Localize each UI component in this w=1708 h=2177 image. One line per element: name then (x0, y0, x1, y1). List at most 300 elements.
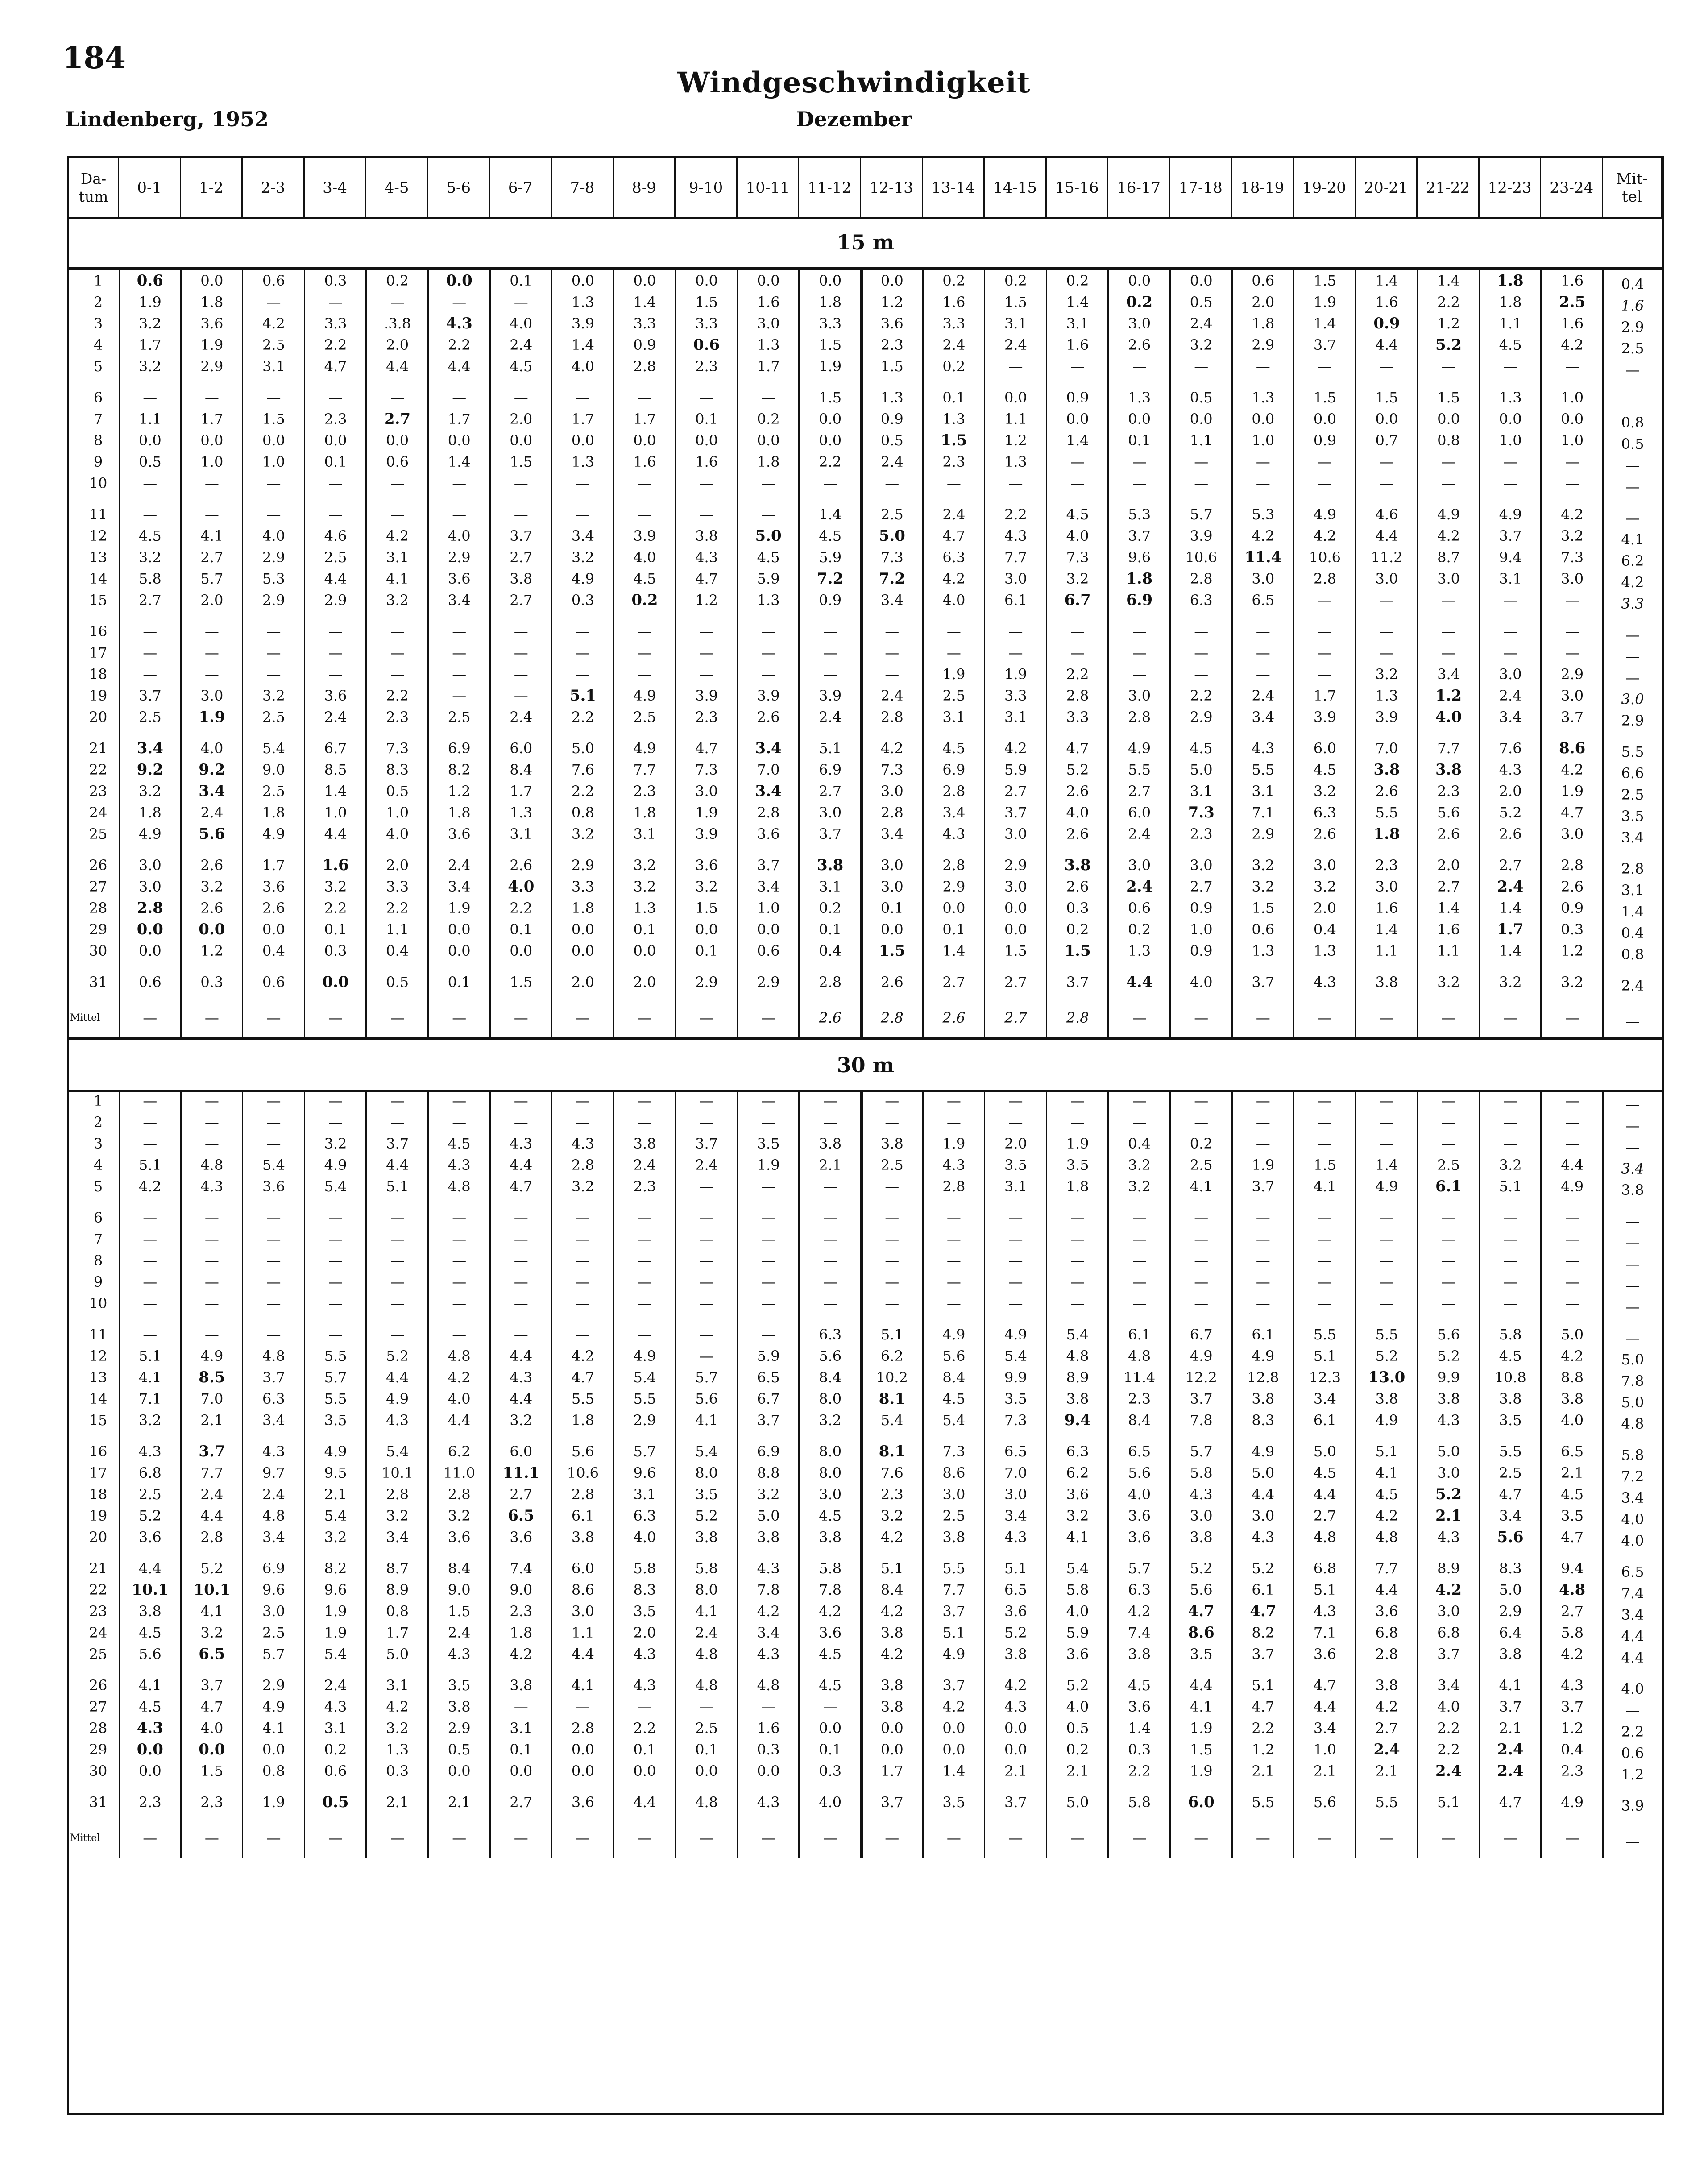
value-cell: — (1132, 1092, 1147, 1109)
value-cell: 3.0 (1561, 687, 1584, 704)
value-cell: — (328, 666, 343, 683)
value-cell: 0.0 (510, 942, 533, 959)
value-cell: 3.0 (262, 1603, 285, 1620)
value-cell: 5.6 (199, 825, 225, 843)
value-cell: 4.0 (633, 549, 656, 566)
value-cell: 6.3 (942, 549, 966, 566)
value-cell: 2.8 (571, 1157, 594, 1174)
value-cell: — (452, 1829, 467, 1846)
value-cell: 5.8 (1499, 1326, 1522, 1343)
value-cell: 4.7 (942, 527, 966, 544)
day-label: 31 (89, 1794, 108, 1811)
value-cell: 3.6 (138, 1529, 162, 1546)
value-cell: 3.0 (880, 878, 904, 895)
value-cell: 3.2 (138, 315, 162, 332)
value-cell: 2.8 (448, 1486, 471, 1503)
value-cell: 3.8 (880, 1677, 904, 1694)
value-cell: 3.9 (571, 315, 594, 332)
value-cell: — (1318, 453, 1332, 470)
value-cell: 0.1 (633, 921, 656, 938)
value-cell: — (390, 1092, 405, 1109)
value-cell: — (452, 1114, 467, 1131)
value-cell: 2.6 (880, 974, 904, 991)
value-cell: — (699, 1209, 714, 1226)
value-cell: — (1132, 1231, 1147, 1248)
value-cell: 2.6 (1066, 825, 1089, 842)
value-cell: 3.5 (942, 1794, 966, 1811)
table-row (69, 759, 1662, 780)
value-cell: 2.1 (819, 1157, 842, 1174)
day-label: Mittel (70, 1012, 100, 1024)
value-cell: 0.5 (1190, 389, 1213, 406)
value-cell: 1.9 (200, 336, 224, 353)
table-row (69, 1558, 1662, 1579)
value-cell: 3.1 (1066, 315, 1089, 332)
value-cell: 2.4 (1252, 687, 1275, 704)
value-cell: 4.8 (448, 1178, 471, 1195)
value-cell: 5.1 (138, 1157, 162, 1174)
value-cell: — (637, 1252, 652, 1269)
value-cell: 0.9 (1373, 315, 1400, 332)
value-cell: — (761, 1273, 776, 1290)
value-cell: 2.9 (262, 1677, 285, 1694)
value-cell: 1.7 (880, 1762, 904, 1779)
value-cell: 2.9 (1561, 666, 1584, 683)
value-cell: 5.2 (386, 1348, 409, 1364)
value-cell: — (1441, 1092, 1456, 1109)
value-cell: 4.7 (695, 570, 718, 587)
value-cell: 0.4 (1313, 921, 1336, 938)
value-cell: — (1318, 1209, 1332, 1226)
value-cell: 0.2 (386, 272, 409, 289)
table-row (69, 1484, 1662, 1505)
value-cell: 2.3 (633, 1178, 656, 1195)
value-cell: 5.9 (1004, 761, 1027, 778)
day-label: 1 (93, 1092, 103, 1109)
value-cell: 0.6 (1252, 272, 1275, 289)
value-cell: — (823, 623, 837, 640)
value-cell: — (1070, 1252, 1085, 1269)
value-cell: 4.4 (386, 1369, 409, 1386)
mittel-cell: 7.4 (1621, 1585, 1644, 1602)
value-cell: — (1503, 1273, 1518, 1290)
value-cell: — (266, 1252, 281, 1269)
value-cell: 3.0 (1004, 1486, 1027, 1503)
value-cell: 7.4 (510, 1560, 533, 1577)
value-cell: 6.3 (1066, 1443, 1089, 1460)
value-cell: 4.0 (1128, 1486, 1151, 1503)
value-cell: 3.4 (262, 1412, 285, 1429)
header-datum: Da- tum (69, 158, 119, 217)
value-cell: — (266, 666, 281, 683)
day-label: 30 (89, 1762, 108, 1779)
value-cell: 4.5 (1190, 740, 1213, 757)
table-row (69, 504, 1662, 525)
value-cell: 5.2 (1066, 761, 1089, 778)
table-row (69, 685, 1662, 706)
value-cell: 5.5 (1375, 804, 1398, 821)
value-cell: 0.8 (571, 804, 594, 821)
value-cell: — (1256, 1009, 1270, 1026)
value-cell: 4.1 (200, 1603, 224, 1620)
mittel-cell: 6.5 (1621, 1563, 1644, 1580)
value-cell: 4.4 (1252, 1486, 1275, 1503)
value-cell: 3.0 (1004, 878, 1027, 895)
value-cell: 3.1 (1004, 709, 1027, 726)
value-cell: 4.9 (1128, 740, 1151, 757)
value-cell: 2.1 (200, 1412, 224, 1429)
value-cell: 3.8 (757, 1529, 780, 1546)
value-cell: 4.1 (1190, 1698, 1213, 1715)
value-cell: 4.2 (942, 570, 966, 587)
value-cell: 4.0 (1437, 1698, 1460, 1715)
value-cell: — (946, 1209, 961, 1226)
value-cell: — (143, 1231, 158, 1248)
value-cell: 4.4 (448, 1412, 471, 1429)
value-cell: 1.9 (448, 900, 471, 916)
value-cell: 3.7 (1499, 527, 1522, 544)
value-cell: 4.4 (633, 1794, 656, 1811)
day-label: 25 (89, 1646, 108, 1663)
value-cell: 4.2 (1004, 1677, 1027, 1694)
value-cell: 0.6 (386, 453, 409, 470)
table-row (69, 270, 1662, 291)
value-cell: 5.4 (262, 740, 285, 757)
day-label: 5 (93, 358, 103, 375)
day-label: 1 (93, 272, 103, 289)
value-cell: — (1132, 1252, 1147, 1269)
value-cell: 7.0 (200, 1390, 224, 1407)
value-cell: 2.2 (1066, 666, 1089, 683)
value-cell: 1.1 (1437, 942, 1460, 959)
value-cell: 1.0 (262, 453, 285, 470)
value-cell: 2.2 (819, 453, 842, 470)
value-cell: 2.8 (571, 1720, 594, 1737)
value-cell: 3.6 (448, 1529, 471, 1546)
value-cell: 4.9 (200, 1348, 224, 1364)
value-cell: 3.7 (1252, 974, 1275, 991)
value-cell: 1.0 (200, 453, 224, 470)
value-cell: 2.2 (386, 687, 409, 704)
value-cell: — (823, 475, 837, 492)
value-cell: 1.8 (633, 804, 656, 821)
table-row (69, 356, 1662, 377)
value-cell: 0.6 (262, 272, 285, 289)
value-cell: 2.4 (880, 453, 904, 470)
mittel-cell: 4.8 (1621, 1415, 1644, 1432)
value-cell: 5.8 (633, 1560, 656, 1577)
value-cell: 3.5 (448, 1677, 471, 1694)
section-title: 30 m (69, 1037, 1662, 1092)
value-cell: 0.0 (571, 942, 594, 959)
value-cell: 0.0 (1004, 1741, 1027, 1758)
value-cell: 2.9 (571, 857, 594, 874)
value-cell: 4.9 (571, 570, 594, 587)
value-cell: — (514, 1698, 528, 1715)
value-cell: — (204, 644, 219, 661)
value-cell: 1.1 (1375, 942, 1398, 959)
value-cell: 10.1 (131, 1581, 169, 1599)
value-cell: — (699, 1698, 714, 1715)
value-cell: — (1008, 1295, 1023, 1312)
value-cell: — (1008, 623, 1023, 640)
value-cell: 11.2 (1371, 549, 1403, 566)
value-cell: 2.7 (510, 1794, 533, 1811)
value-cell: 3.4 (1313, 1720, 1336, 1737)
value-cell: 0.0 (571, 272, 594, 289)
value-cell: 7.0 (1375, 740, 1398, 757)
value-cell: 3.8 (819, 1529, 842, 1546)
value-cell: 1.9 (1561, 783, 1584, 800)
value-cell: 9.6 (1128, 549, 1151, 566)
value-cell: 0.0 (633, 432, 656, 449)
value-cell: — (266, 644, 281, 661)
value-cell: — (946, 1273, 961, 1290)
table-row (69, 568, 1662, 589)
value-cell: 0.8 (262, 1762, 285, 1779)
value-cell: 0.2 (1066, 1741, 1089, 1758)
column-divider (1602, 270, 1604, 1037)
value-cell: — (266, 389, 281, 406)
day-label: Mittel (70, 1832, 100, 1844)
value-cell: 8.0 (695, 1464, 718, 1481)
value-cell: 8.9 (386, 1581, 409, 1598)
value-cell: 3.0 (1252, 1507, 1275, 1524)
day-label: 13 (89, 1369, 108, 1386)
value-cell: — (576, 1326, 590, 1343)
value-cell: — (1132, 1295, 1147, 1312)
table-row (69, 1675, 1662, 1696)
value-cell: 3.8 (880, 1698, 904, 1715)
value-cell: 8.0 (819, 1390, 842, 1407)
value-cell: — (143, 1209, 158, 1226)
value-cell: — (1194, 1231, 1209, 1248)
value-cell: — (1256, 453, 1270, 470)
value-cell: 5.2 (1066, 1677, 1089, 1694)
value-cell: 1.5 (1375, 389, 1398, 406)
value-cell: 5.7 (1190, 506, 1213, 523)
value-cell: — (1070, 1295, 1085, 1312)
value-cell: 6.9 (757, 1443, 780, 1460)
value-cell: 0.0 (757, 921, 780, 938)
table-row (69, 1601, 1662, 1622)
value-cell: — (699, 644, 714, 661)
value-cell: 3.7 (1561, 709, 1584, 726)
column-divider (1231, 1090, 1233, 1858)
value-cell: — (266, 1135, 281, 1152)
value-cell: 2.4 (1497, 878, 1524, 896)
table-row (69, 313, 1662, 334)
value-cell: 4.2 (1375, 1698, 1398, 1715)
value-cell: 1.8 (138, 804, 162, 821)
value-cell: 1.9 (1252, 1157, 1275, 1174)
value-cell: 3.5 (324, 1412, 347, 1429)
value-cell: 3.6 (1375, 1603, 1398, 1620)
value-cell: 2.9 (633, 1412, 656, 1429)
value-cell: 2.8 (200, 1529, 224, 1546)
value-cell: 4.9 (1252, 1443, 1275, 1460)
value-cell: 0.0 (571, 1762, 594, 1779)
value-cell: 4.4 (571, 1646, 594, 1663)
table-row (69, 1154, 1662, 1176)
value-cell: — (1503, 1231, 1518, 1248)
value-cell: — (1256, 1829, 1270, 1846)
value-cell: 1.3 (1252, 389, 1275, 406)
value-cell: 4.2 (1128, 1603, 1151, 1620)
value-cell: 5.0 (1252, 1464, 1275, 1481)
value-cell: 3.7 (1252, 1646, 1275, 1663)
value-cell: 6.9 (942, 761, 966, 778)
value-cell: 1.7 (510, 783, 533, 800)
value-cell: 0.0 (262, 921, 285, 938)
value-cell: — (1256, 1252, 1270, 1269)
value-cell: 3.1 (386, 1677, 409, 1694)
value-cell: 1.1 (571, 1624, 594, 1641)
value-cell: 4.5 (942, 1390, 966, 1407)
value-cell: 2.8 (1313, 570, 1336, 587)
mittel-cell: — (1625, 510, 1640, 527)
value-cell: 4.9 (942, 1646, 966, 1663)
value-cell: 2.0 (1252, 294, 1275, 311)
value-cell: — (143, 1092, 158, 1109)
table-row (69, 1367, 1662, 1388)
value-cell: 0.9 (819, 592, 842, 609)
table-row (69, 1207, 1662, 1228)
value-cell: — (576, 644, 590, 661)
value-cell: 10.6 (1185, 549, 1217, 566)
value-cell: — (1132, 358, 1147, 375)
value-cell: 0.6 (137, 272, 163, 290)
value-cell: 4.5 (138, 1698, 162, 1715)
value-cell: 3.7 (1437, 1646, 1460, 1663)
value-cell: 5.0 (1313, 1443, 1336, 1460)
value-cell: 4.9 (1190, 1348, 1213, 1364)
value-cell: 1.9 (1190, 1762, 1213, 1779)
value-cell: 3.1 (510, 825, 533, 842)
value-cell: — (1194, 1114, 1209, 1131)
mittel-cell: 2.4 (1621, 977, 1644, 994)
value-cell: 2.9 (1190, 709, 1213, 726)
value-cell: 3.8 (1435, 761, 1462, 779)
value-cell: 4.4 (386, 358, 409, 375)
value-cell: 3.9 (695, 825, 718, 842)
value-cell: 6.3 (1313, 804, 1336, 821)
value-cell: 1.3 (1313, 942, 1336, 959)
value-cell: 0.1 (510, 921, 533, 938)
day-label: 26 (89, 1677, 108, 1694)
column-divider (613, 1090, 614, 1858)
value-cell: 3.1 (1190, 783, 1213, 800)
value-cell: 5.1 (569, 687, 596, 705)
value-cell: — (1503, 1252, 1518, 1269)
value-cell: 1.7 (1313, 687, 1336, 704)
value-cell: 2.3 (880, 1486, 904, 1503)
value-cell: — (1441, 358, 1456, 375)
value-cell: 5.5 (1499, 1443, 1522, 1460)
value-cell: 5.8 (1561, 1624, 1584, 1641)
value-cell: 3.0 (1561, 825, 1584, 842)
value-cell: 2.7 (1499, 857, 1522, 874)
value-cell: — (1441, 1114, 1456, 1131)
value-cell: 5.4 (1066, 1560, 1089, 1577)
day-label: 15 (89, 592, 108, 609)
value-cell: 7.3 (1188, 804, 1215, 821)
value-cell: 11.0 (443, 1464, 475, 1481)
value-cell: — (1194, 1009, 1209, 1026)
value-cell: 2.2 (386, 900, 409, 916)
value-cell: — (452, 1273, 467, 1290)
day-label: 21 (89, 740, 108, 757)
value-cell: 3.4 (1499, 1507, 1522, 1524)
value-cell: 6.1 (1313, 1412, 1336, 1429)
value-cell: 3.1 (819, 878, 842, 895)
value-cell: — (514, 1231, 528, 1248)
value-cell: — (699, 1231, 714, 1248)
value-cell: 6.8 (1375, 1624, 1398, 1641)
value-cell: 2.8 (942, 857, 966, 874)
value-cell: 5.2 (1190, 1560, 1213, 1577)
value-cell: 5.3 (262, 570, 285, 587)
value-cell: 1.6 (1437, 921, 1460, 938)
value-cell: 1.7 (757, 358, 780, 375)
value-cell: — (576, 1252, 590, 1269)
day-label: 3 (93, 1135, 103, 1152)
value-cell: 4.6 (324, 527, 347, 544)
value-cell: — (1379, 1209, 1394, 1226)
value-cell: 4.5 (1561, 1486, 1584, 1503)
value-cell: 0.0 (1128, 272, 1151, 289)
value-cell: 4.3 (633, 1646, 656, 1663)
value-cell: 0.0 (199, 921, 225, 938)
value-cell: 3.1 (1004, 1178, 1027, 1195)
value-cell: — (637, 666, 652, 683)
value-cell: 0.2 (819, 900, 842, 916)
mittel-cell: 3.5 (1621, 808, 1644, 825)
mittel-cell: — (1625, 1298, 1640, 1315)
value-cell: — (637, 1273, 652, 1290)
value-cell: 5.0 (757, 1507, 780, 1524)
table-row (69, 738, 1662, 759)
value-cell: 1.5 (1252, 900, 1275, 916)
day-label: 14 (89, 570, 108, 587)
value-cell: 8.0 (695, 1581, 718, 1598)
table-row (69, 663, 1662, 685)
day-label: 27 (89, 878, 108, 895)
value-cell: 4.2 (571, 1348, 594, 1364)
value-cell: 0.0 (695, 1762, 718, 1779)
value-cell: 0.0 (880, 1741, 904, 1758)
value-cell: 3.3 (324, 315, 347, 332)
value-cell: 2.4 (819, 709, 842, 726)
value-cell: 0.0 (819, 411, 842, 427)
column-divider (1046, 270, 1047, 1037)
value-cell: 0.2 (942, 358, 966, 375)
value-cell: 11.4 (1123, 1369, 1156, 1386)
value-cell: 2.3 (200, 1794, 224, 1811)
table-row (69, 1526, 1662, 1548)
mittel-cell: 5.0 (1621, 1351, 1644, 1368)
mittel-cell: 4.0 (1621, 1532, 1644, 1549)
value-cell: 4.3 (1499, 761, 1522, 778)
value-cell: 4.9 (1437, 506, 1460, 523)
value-cell: 7.7 (1437, 740, 1460, 757)
value-cell: — (328, 294, 343, 311)
value-cell: 4.7 (200, 1698, 224, 1715)
value-cell: — (204, 506, 219, 523)
value-cell: 2.7 (1004, 1009, 1027, 1026)
value-cell: 3.7 (1313, 336, 1336, 353)
value-cell: — (452, 1252, 467, 1269)
